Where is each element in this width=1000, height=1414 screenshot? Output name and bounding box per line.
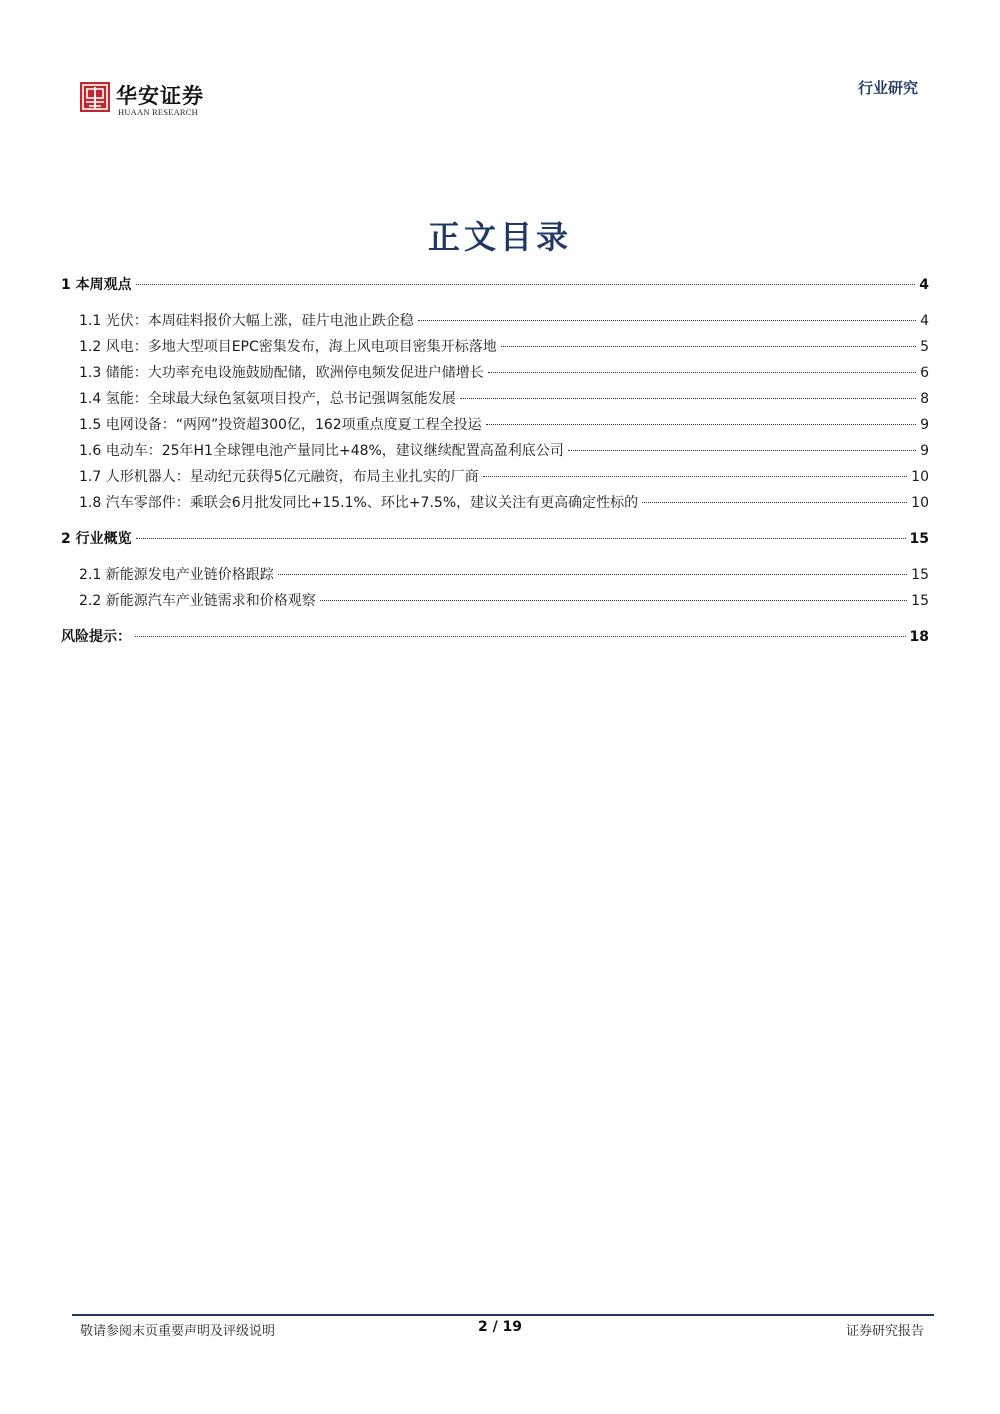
toc-leader-dots	[483, 476, 908, 477]
toc-entry[interactable]	[61, 590, 929, 616]
toc-entry-label: 1.3 储能：大功率充电设施鼓励配储，欧洲停电频发促进户储增长	[79, 365, 484, 381]
toc-entry-page: 15	[911, 567, 929, 583]
toc-entry-page: 4	[919, 277, 929, 293]
huaan-logo	[80, 78, 280, 118]
toc-entry[interactable]	[61, 414, 929, 440]
footer-page-number: 2 / 19	[477, 1319, 523, 1335]
toc-entry-label: 1.2 风电：多地大型项目EPC密集发布，海上风电项目密集开标落地	[79, 339, 497, 355]
toc-entry-label: 1.4 氢能：全球最大绿色氢氨项目投产，总书记强调氢能发展	[79, 391, 456, 407]
toc-entry-label: 风险提示：	[61, 629, 131, 645]
toc-leader-dots	[642, 502, 907, 503]
toc-entry-page: 10	[911, 469, 929, 485]
toc-entry[interactable]	[61, 274, 929, 300]
toc-leader-dots	[278, 574, 907, 575]
toc-entry-page: 9	[920, 443, 929, 459]
toc-leader-dots	[486, 424, 916, 425]
toc-entry-page: 9	[920, 417, 929, 433]
toc-entry-page: 5	[920, 339, 929, 355]
toc-entry-page: 6	[920, 365, 929, 381]
toc-entry[interactable]	[61, 362, 929, 388]
logo-english-name: HUAAN RESEARCH	[118, 107, 199, 117]
toc-leader-dots	[460, 398, 916, 399]
toc-entry-page: 15	[909, 531, 929, 547]
footer-disclaimer: 敬请参阅末页重要声明及评级说明	[80, 1324, 276, 1339]
toc-entry[interactable]	[61, 310, 929, 336]
toc-entry-label: 1.6 电动车：25年H1全球锂电池产量同比+48%，建议继续配置高盈利底公司	[79, 443, 564, 459]
toc-entry[interactable]	[61, 440, 929, 466]
toc-entry-page: 4	[920, 313, 929, 329]
toc-leader-dots	[501, 346, 916, 347]
report-type-label: 行业研究	[857, 79, 918, 97]
toc-entry[interactable]	[61, 492, 929, 518]
toc-entry[interactable]	[61, 336, 929, 362]
toc-entry[interactable]	[61, 564, 929, 590]
toc-entry-label: 1.1 光伏：本周硅料报价大幅上涨，硅片电池止跌企稳	[79, 313, 414, 329]
toc-leader-dots	[135, 636, 906, 637]
toc-leader-dots	[418, 320, 916, 321]
toc-entry-label: 1.5 电网设备：“两网”投资超300亿，162项重点度夏工程全投运	[79, 417, 482, 433]
toc-entry-page: 15	[911, 593, 929, 609]
toc-leader-dots	[320, 600, 907, 601]
toc-entry[interactable]	[61, 626, 929, 652]
page-header	[0, 0, 1000, 130]
toc-entry-label: 1.7 人形机器人：星动纪元获得5亿元融资，布局主业扎实的厂商	[79, 469, 479, 485]
toc-entry-label: 2.2 新能源汽车产业链需求和价格观察	[79, 593, 316, 609]
toc-entry[interactable]	[61, 466, 929, 492]
logo-chinese-name: 华安证券	[116, 83, 204, 108]
toc-leader-dots	[488, 372, 916, 373]
footer-doc-type: 证券研究报告	[845, 1324, 924, 1339]
huaan-seal-icon	[80, 82, 110, 112]
toc-leader-dots	[136, 284, 916, 285]
toc-entry-label: 1.8 汽车零部件：乘联会6月批发同比+15.1%、环比+7.5%，建议关注有更高确定性标的	[79, 495, 639, 511]
table-of-contents	[61, 274, 929, 652]
toc-entry-label: 2.1 新能源发电产业链价格跟踪	[79, 567, 274, 583]
toc-entry[interactable]	[61, 528, 929, 554]
toc-entry-page: 8	[920, 391, 929, 407]
toc-leader-dots	[568, 450, 916, 451]
toc-entry-label: 1 本周观点	[61, 277, 132, 293]
toc-entry-label: 2 行业概览	[61, 531, 132, 547]
toc-entry-page: 18	[909, 629, 929, 645]
footer-divider	[72, 1314, 934, 1316]
toc-title: 正文目录	[427, 218, 572, 256]
toc-entry[interactable]	[61, 388, 929, 414]
toc-entry-page: 10	[911, 495, 929, 511]
toc-leader-dots	[136, 538, 906, 539]
